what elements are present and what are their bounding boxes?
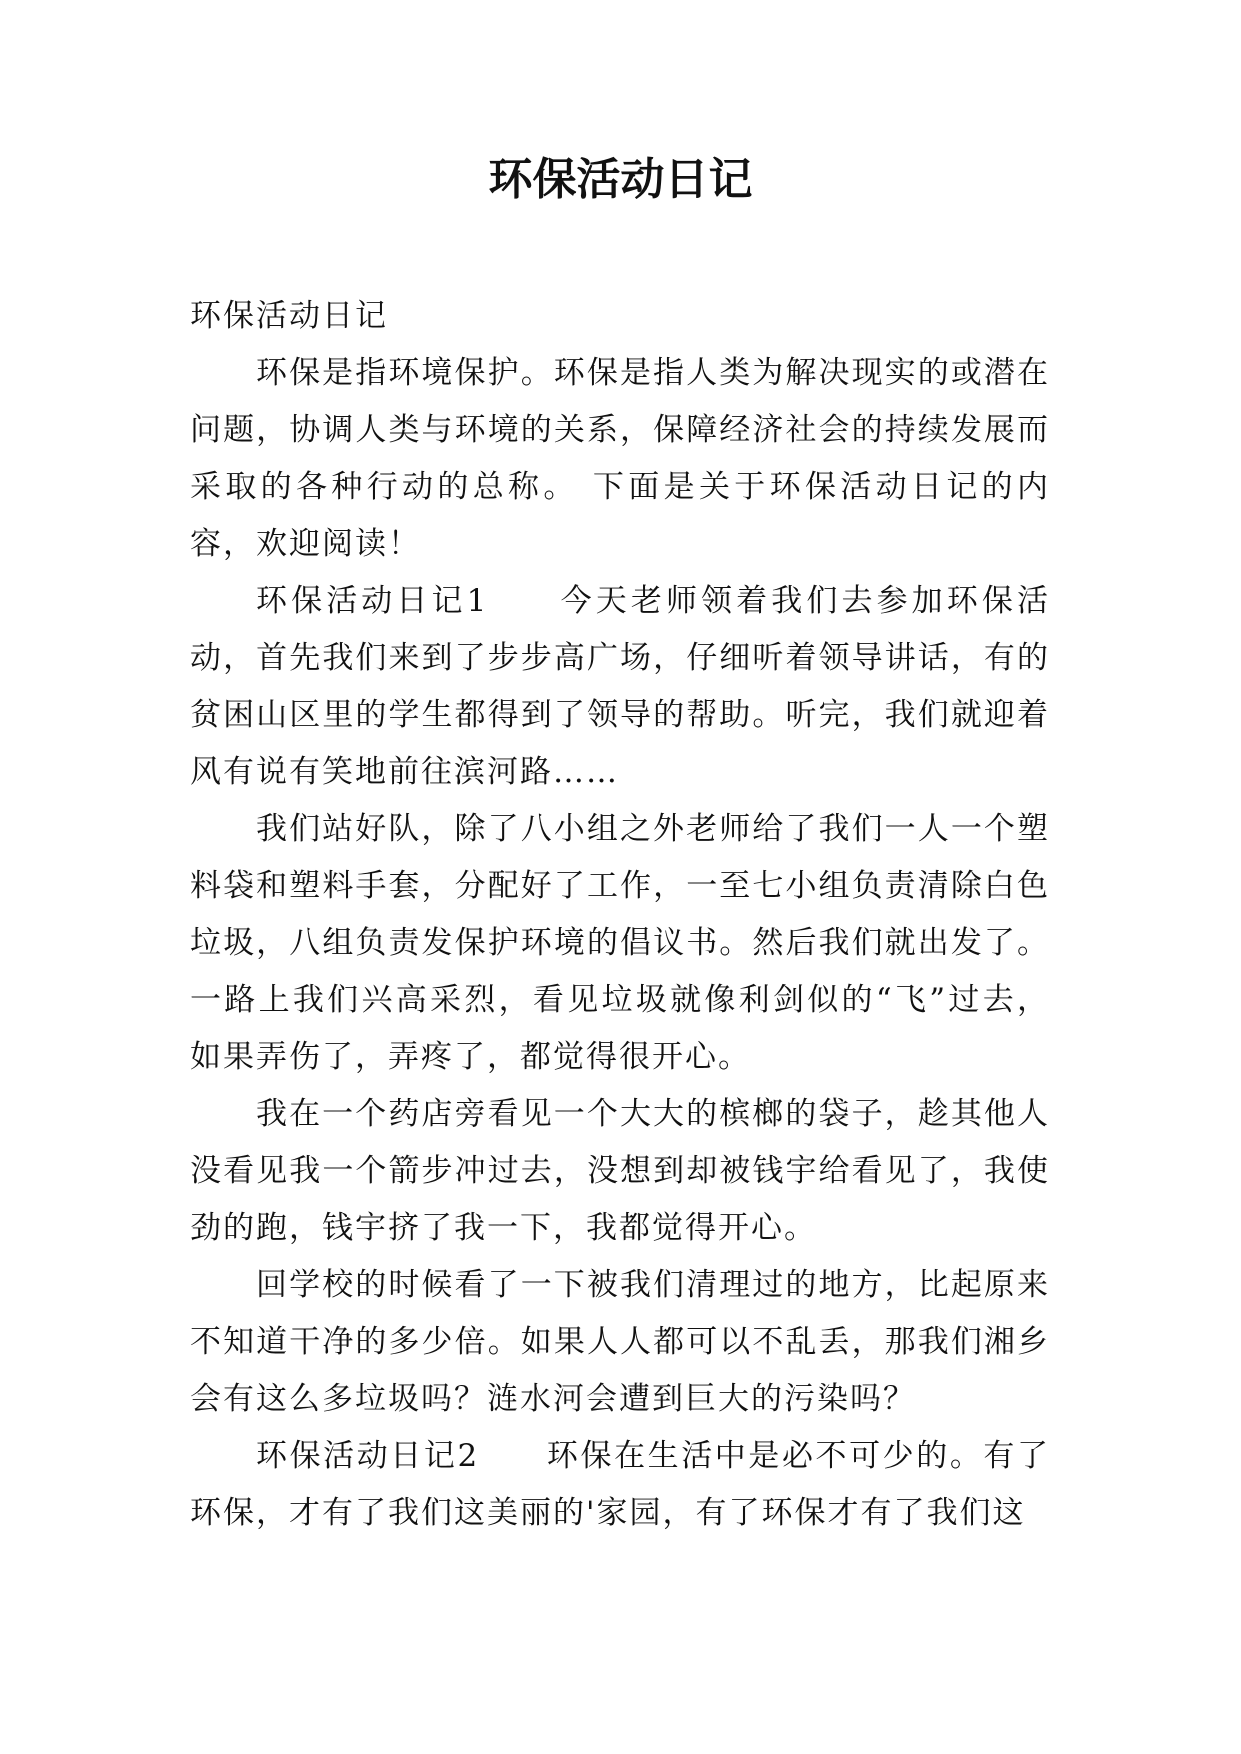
document-body [190,288,1050,1542]
paragraph-team-work: 我们站好队，除了八小组之外老师给了我们一人一个塑料袋和塑料手套，分配好了工作，一至七小组负责清除白色垃圾，八组负责发保护环境的倡议书。然后我们就出发了。一路上我们兴高采烈，看见垃圾就像利剑似的“飞”过去，如果弄伤了，弄疼了，都觉得很开心。 [190,811,1050,1075]
paragraph-diary-2: 环保活动日记2 环保在生活中是必不可少的。有了环保，才有了我们这美丽的'家园，有了环保才有了我们这 [190,1438,1050,1531]
paragraph-pharmacy: 我在一个药店旁看见一个大大的槟榔的袋子，趁其他人没看见我一个箭步冲过去，没想到却被钱宇给看见了，我使劲的跑，钱宇挤了我一下，我都觉得开心。 [190,1096,1050,1246]
document-title: 环保活动日记 [488,154,753,205]
paragraph-intro: 环保是指环境保护。环保是指人类为解决现实的或潜在问题，协调人类与环境的关系，保障经济社会的持续发展而采取的各种行动的总称。 下面是关于环保活动日记的内容，欢迎阅读！ [190,355,1050,562]
paragraph-return: 回学校的时候看了一下被我们清理过的地方，比起原来不知道干净的多少倍。如果人人都可以不乱丢，那我们湘乡会有这么多垃圾吗？涟水河会遭到巨大的污染吗？ [190,1267,1050,1417]
paragraph-diary-1: 环保活动日记1 今天老师领着我们去参加环保活动，首先我们来到了步步高广场，仔细听着领导讲话，有的贫困山区里的学生都得到了领导的帮助。听完，我们就迎着风有说有笑地前往滨河路…… [190,583,1050,790]
paragraph-heading: 环保活动日记 [190,298,388,334]
